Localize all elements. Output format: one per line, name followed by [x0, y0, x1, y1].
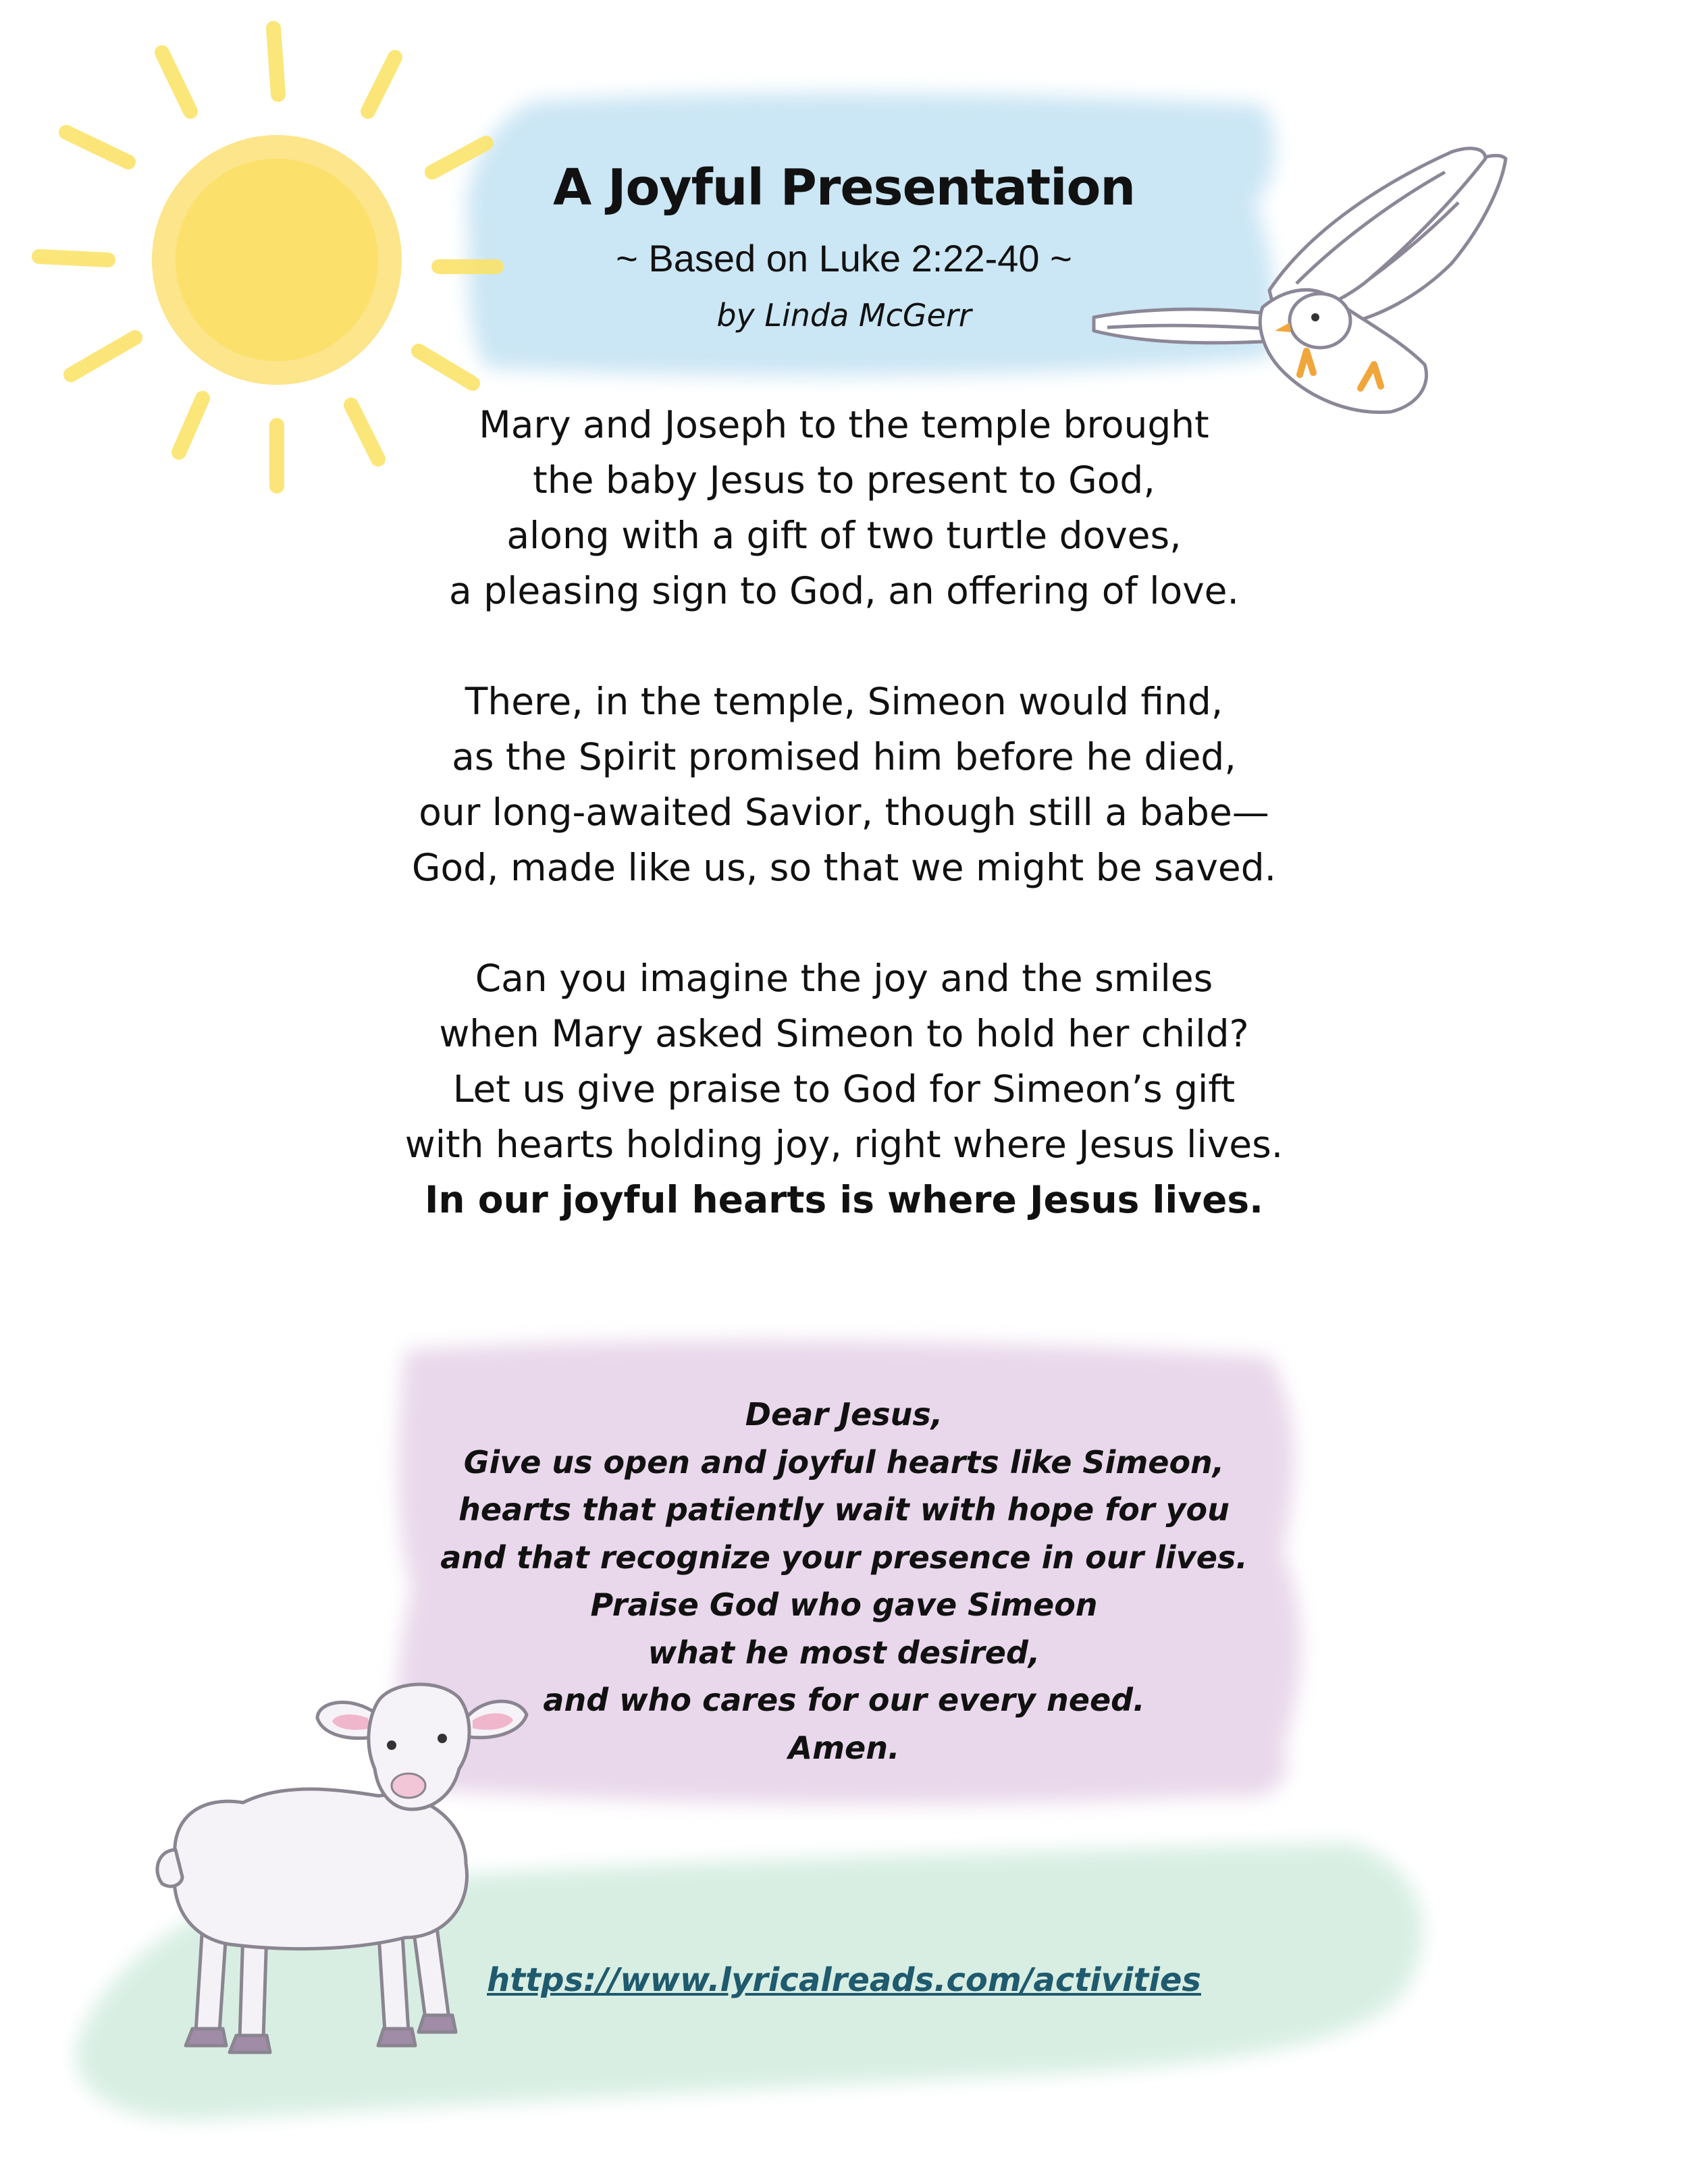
poem-line: Can you imagine the joy and the smiles: [475, 957, 1213, 1000]
prayer-line: Dear Jesus,: [745, 1396, 943, 1433]
poem-line: Mary and Joseph to the temple brought: [479, 403, 1209, 446]
prayer-line: Praise God who gave Simeon: [590, 1587, 1098, 1623]
poem-line: a pleasing sign to God, an offering of love.: [448, 569, 1239, 612]
poem-line: with hearts holding joy, right where Jesus lives.: [404, 1123, 1284, 1166]
poem-line: as the Spirit promised him before he died,: [452, 735, 1236, 778]
prayer-line: Give us open and joyful hearts like Simeon,: [463, 1443, 1225, 1481]
prayer-line: Amen.: [788, 1729, 900, 1766]
stanza-break: [0, 618, 1688, 674]
poem-line: when Mary asked Simeon to hold her child?: [439, 1012, 1249, 1055]
poem-line: God, made like us, so that we might be saved.: [411, 846, 1277, 889]
poem-line: our long-awaited Savior, though still a babe—: [419, 791, 1269, 834]
poem: [0, 397, 1688, 1227]
prayer-line: and that recognize your presence in our lives.: [440, 1539, 1248, 1576]
prayer-line: hearts that patiently wait with hope for you: [458, 1491, 1230, 1528]
poem-line: There, in the temple, Simeon would find,: [465, 680, 1223, 723]
stanza-break: [0, 895, 1688, 951]
page-subtitle: ~ Based on Luke 2:22-40 ~: [616, 237, 1072, 279]
poem-line: Let us give praise to God for Simeon’s gift: [452, 1067, 1236, 1111]
prayer-line: and who cares for our every need.: [543, 1682, 1145, 1718]
poem-line: along with a gift of two turtle doves,: [506, 514, 1182, 557]
poem-line: the baby Jesus to present to God,: [533, 458, 1155, 502]
prayer: [0, 1391, 1688, 1772]
author-byline: by Linda McGerr: [716, 297, 972, 334]
prayer-line: what he most desired,: [648, 1634, 1040, 1671]
poem-closing-line: In our joyful hearts is where Jesus lives.: [424, 1178, 1264, 1221]
activities-link[interactable]: https://www.lyricalreads.com/activities: [487, 1961, 1201, 1999]
page-title: A Joyful Presentation: [552, 159, 1136, 217]
